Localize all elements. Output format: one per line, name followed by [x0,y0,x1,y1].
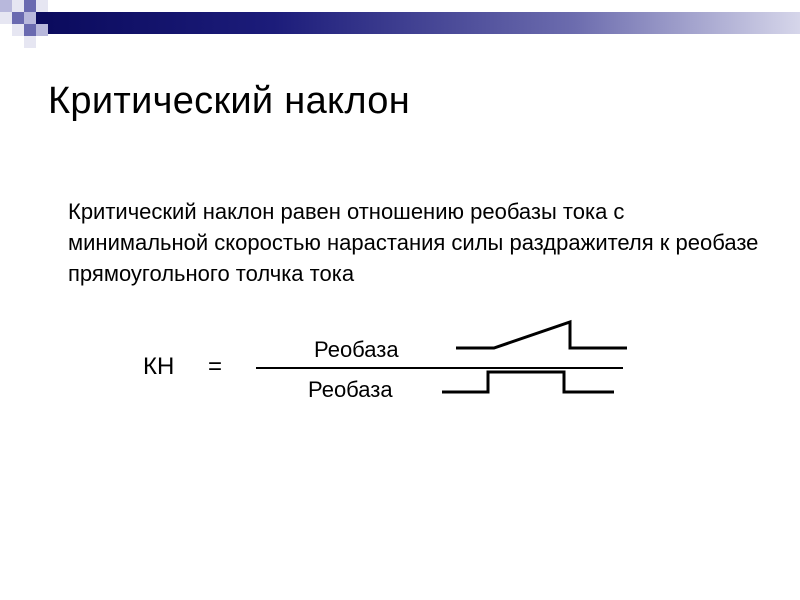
decor-square [12,12,24,24]
slide-title: Критический наклон [48,80,410,122]
decor-square [24,12,36,24]
rectangular-pulse-icon [442,372,614,392]
decor-square [24,36,36,48]
decor-square [24,24,36,36]
ramp-pulse-icon [456,322,627,348]
decor-square [36,24,48,36]
header-decor-bar [48,12,800,34]
decor-square [0,12,12,24]
formula-numerator: Реобаза [314,337,399,362]
formula-denominator: Реобаза [308,377,393,402]
slide-body-text: Критический наклон равен отношению реобазы тока с минимальной скоростью нарастания силы раздражителя к реобазе прямоугольного толчка тока [68,199,759,286]
decor-square [12,24,24,36]
decor-square [24,0,36,12]
formula-equals: = [208,353,223,380]
decor-square [0,0,12,12]
decor-square [12,0,24,12]
decor-square [36,0,48,12]
formula-lhs: КН [143,353,175,380]
decor-square [36,12,48,24]
